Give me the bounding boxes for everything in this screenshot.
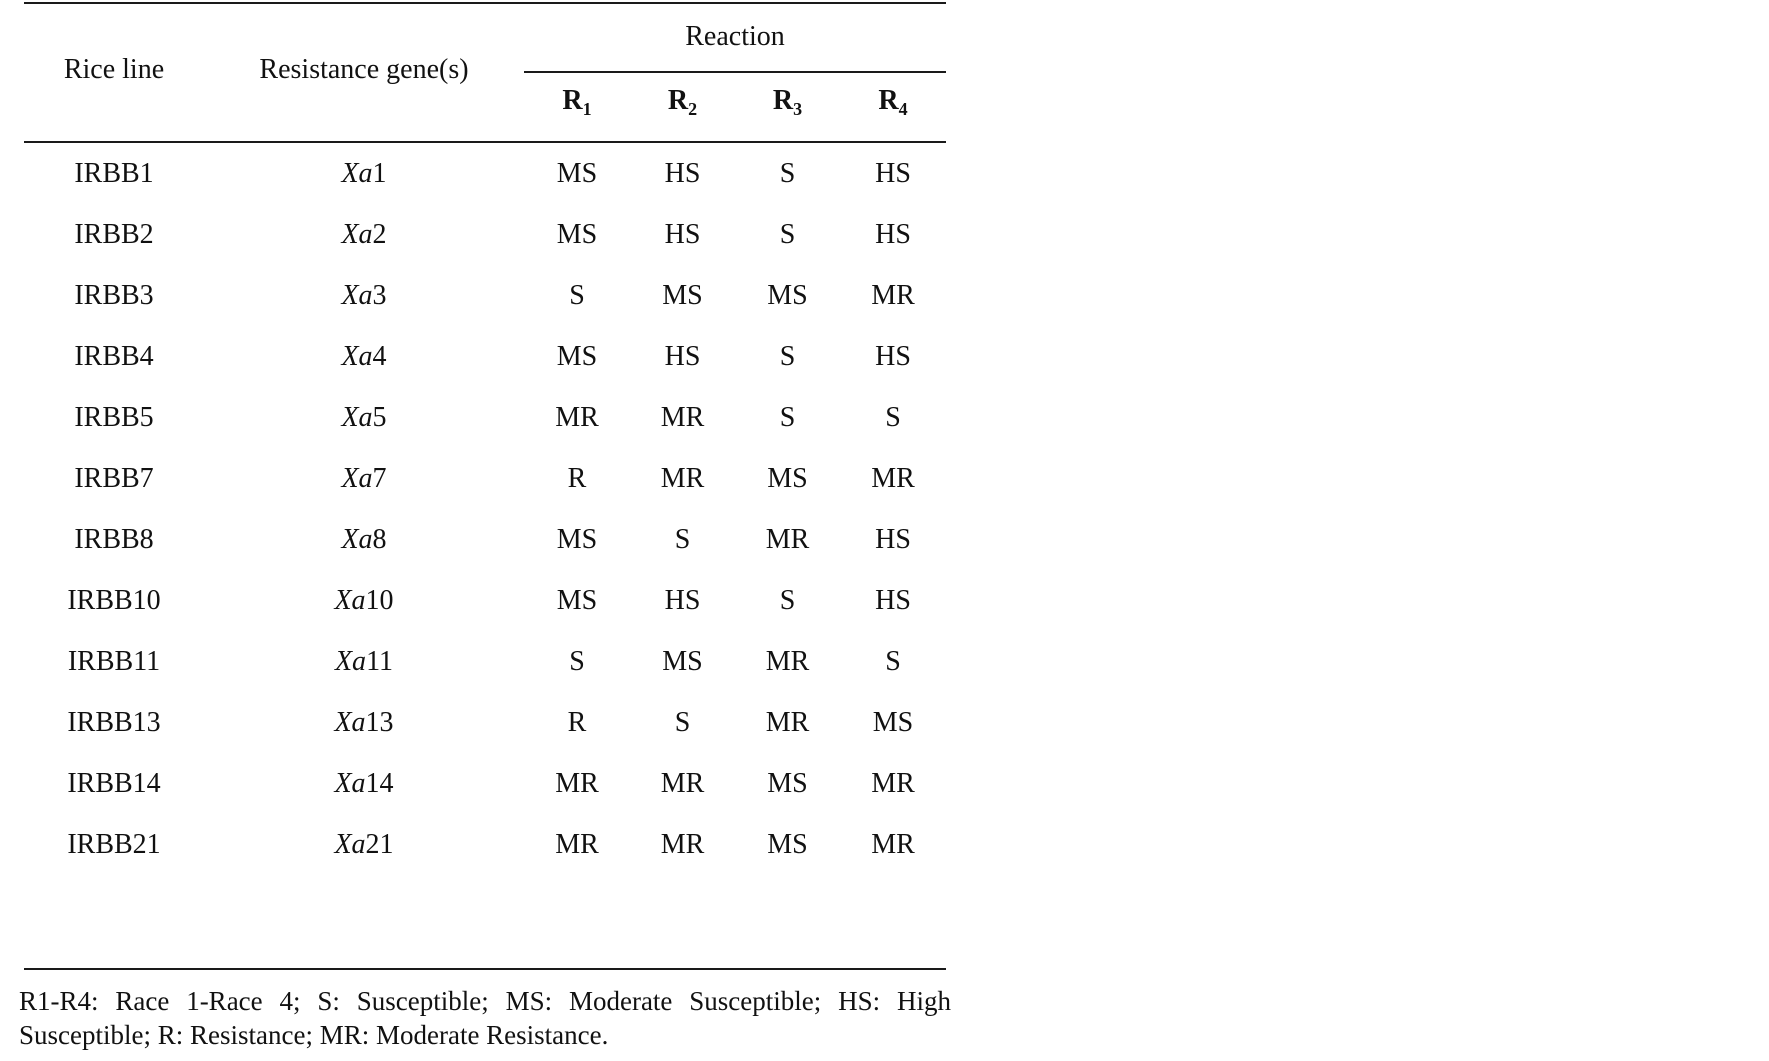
reaction-cell-r1: MS [556, 341, 598, 372]
reaction-cell-r2: S [674, 524, 691, 555]
reaction-cell-r2: HS [664, 158, 701, 189]
reaction-cell-r3: S [779, 585, 796, 616]
reaction-cell-r1: MR [555, 402, 599, 433]
gene-cell: Xa3 [341, 280, 387, 311]
reaction-cell-r4: HS [875, 219, 911, 250]
rice-line-cell: IRBB10 [67, 585, 161, 616]
reaction-cell-r3: S [779, 341, 796, 372]
gene-cell: Xa2 [341, 219, 387, 250]
reaction-cell-r4: S [885, 646, 901, 677]
gene-cell: Xa7 [341, 463, 387, 494]
table-top-rule [24, 2, 946, 4]
reaction-cell-r1: MR [555, 829, 599, 860]
reaction-cell-r1: S [569, 646, 585, 677]
reaction-cell-r1: MS [556, 219, 598, 250]
reaction-cell-r3: S [779, 158, 796, 189]
reaction-cell-r4: HS [875, 585, 911, 616]
gene-cell: Xa10 [334, 585, 394, 616]
reaction-cell-r2: HS [664, 341, 701, 372]
reaction-cell-r1: MS [556, 524, 598, 555]
reaction-cell-r3: MS [767, 768, 808, 799]
reaction-cell-r3: MR [765, 707, 810, 738]
reaction-cell-r1: MR [555, 768, 599, 799]
reaction-cell-r4: MR [871, 768, 915, 799]
reaction-cell-r4: HS [875, 158, 911, 189]
rice-line-cell: IRBB5 [74, 402, 154, 433]
rice-line-cell: IRBB3 [74, 280, 154, 311]
gene-cell: Xa4 [341, 341, 387, 372]
header-resistance-genes: Resistance gene(s) [259, 54, 469, 85]
reaction-cell-r4: MR [871, 463, 915, 494]
reaction-cell-r2: MR [660, 463, 705, 494]
reaction-cell-r3: S [779, 219, 796, 250]
header-race-2: $R_2$ [667, 85, 698, 119]
reaction-cell-r1: MS [556, 158, 598, 189]
gene-cell: Xa5 [341, 402, 387, 433]
table-footnote: R1-R4: Race 1-Race 4; S: Susceptible; MS: Moderate Susceptible; HS: High Susceptible; R: Resistance; MR: Moderate Resistance. [19, 986, 951, 1050]
rice-line-cell: IRBB2 [74, 219, 154, 250]
header-rice-line: Rice line [63, 54, 165, 85]
rice-line-cell: IRBB21 [67, 829, 161, 860]
reaction-cell-r4: HS [875, 341, 911, 372]
reaction-cell-r3: S [779, 402, 796, 433]
reaction-cell-r1: R [567, 463, 587, 494]
reaction-cell-r3: MS [767, 829, 808, 860]
header-bottom-rule [24, 141, 946, 143]
reaction-span-rule [524, 71, 946, 73]
header-race-3: $R_3$ [772, 85, 803, 119]
rice-line-cell: IRBB1 [74, 158, 154, 189]
reaction-cell-r3: MR [765, 524, 810, 555]
reaction-cell-r4: MR [871, 829, 915, 860]
reaction-cell-r3: MS [767, 463, 808, 494]
reaction-cell-r2: MR [660, 768, 705, 799]
reaction-cell-r2: MS [662, 280, 703, 311]
reaction-cell-r4: MS [872, 707, 914, 738]
reaction-cell-r4: HS [875, 524, 911, 555]
reaction-cell-r2: HS [664, 219, 701, 250]
gene-cell: Xa21 [334, 829, 394, 860]
gene-cell: Xa13 [334, 707, 394, 738]
reaction-cell-r1: S [569, 280, 585, 311]
rice-line-cell: IRBB7 [74, 463, 154, 494]
header-race-4: $R_4$ [878, 85, 908, 119]
reaction-cell-r3: MS [767, 280, 808, 311]
reaction-cell-r2: S [674, 707, 691, 738]
rice-line-cell: IRBB13 [67, 707, 161, 738]
reaction-cell-r4: MR [871, 280, 915, 311]
reaction-cell-r3: MR [765, 646, 810, 677]
rice-line-cell: IRBB11 [67, 646, 161, 677]
table-bottom-rule [24, 968, 946, 970]
reaction-cell-r2: MR [660, 402, 705, 433]
reaction-cell-r2: HS [664, 585, 701, 616]
reaction-cell-r4: S [885, 402, 901, 433]
reaction-cell-r1: MS [556, 585, 598, 616]
rice-line-cell: IRBB8 [74, 524, 154, 555]
reaction-cell-r1: R [567, 707, 587, 738]
reaction-cell-r2: MR [660, 829, 705, 860]
gene-cell: Xa8 [341, 524, 387, 555]
gene-cell: Xa1 [341, 158, 387, 189]
gene-cell: Xa14 [334, 768, 394, 799]
reaction-cell-r2: MS [662, 646, 703, 677]
header-reaction: Reaction [685, 21, 785, 52]
rice-line-cell: IRBB4 [74, 341, 154, 372]
header-race-1: $R_1$ [562, 85, 592, 119]
rice-line-cell: IRBB14 [67, 768, 161, 799]
gene-cell: Xa11 [334, 646, 394, 677]
